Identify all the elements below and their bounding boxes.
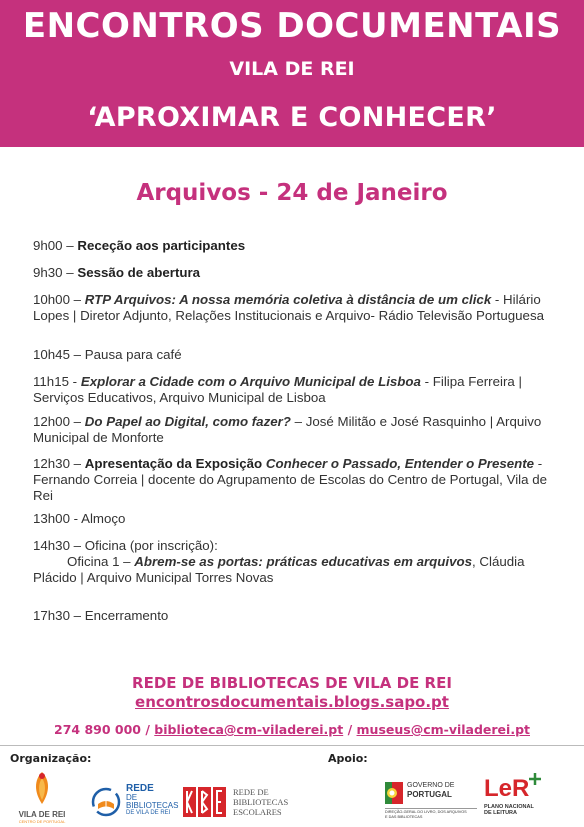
item-time: 9h00 –	[33, 238, 74, 253]
program-item	[33, 456, 555, 504]
footer-network	[0, 674, 584, 712]
workshop-speaker: , Cláudia Plácido | Arquivo Municipal Torres Novas	[33, 554, 525, 585]
event-location: VILA DE REI	[229, 58, 355, 80]
program-item	[33, 374, 555, 406]
program-item	[33, 538, 555, 586]
email-museus-link[interactable]: museus@cm-viladerei.pt	[356, 722, 530, 737]
portugal-flag-shield-icon	[385, 782, 403, 804]
item-title: Pausa para café	[84, 347, 182, 362]
governo-portugal-logo	[385, 780, 480, 820]
gov-line1: GOVERNO DE	[407, 782, 455, 789]
vila-de-rei-logo	[12, 770, 72, 825]
book-circle-icon	[90, 786, 122, 818]
rede-vr-line1: REDE	[126, 783, 154, 794]
vila-de-rei-emblem-icon	[12, 770, 72, 806]
item-time: 10h00 –	[33, 292, 82, 307]
item-speaker: - Filipa Ferreira | Serviços Educativos, Arquivo Municipal de Lisboa	[33, 374, 522, 405]
header-banner	[0, 0, 584, 147]
plus-icon	[528, 772, 542, 786]
gov-line2: PORTUGAL	[407, 790, 452, 799]
footer-contacts	[0, 722, 584, 737]
ler-line2: DE LEITURA	[484, 810, 517, 816]
footer-divider	[0, 745, 584, 746]
rede-vr-line3: BIBLIOTECAS	[126, 801, 179, 810]
separator: /	[347, 722, 353, 737]
program-item	[33, 511, 555, 527]
item-speaker: - Fernando Correia | docente do Agrupamento de Escolas do Centro de Portugal, Vila de Rei	[33, 456, 547, 503]
item-time: 11h15 -	[33, 374, 78, 389]
item-title: Encerramento	[84, 608, 169, 623]
workshop-title: Abrem-se as portas: práticas educativas em arquivos	[134, 554, 473, 569]
item-speaker: - Hilário Lopes | Diretor Adjunto, Relações Institucionais e Arquivo- Rádio Televisão Portuguesa	[33, 292, 545, 323]
item-time: 10h45 –	[33, 347, 82, 362]
phone-number: 274 890 000	[54, 722, 141, 737]
item-time: 12h30 –	[33, 456, 82, 471]
item-time: 9h30 –	[33, 265, 74, 280]
program-item	[33, 608, 555, 624]
gov-line4: E DAS BIBLIOTECAS	[385, 815, 423, 819]
item-time: 12h00 –	[33, 414, 82, 429]
blog-link[interactable]: encontrosdocumentais.blogs.sapo.pt	[135, 693, 449, 711]
program-item	[33, 265, 555, 281]
item-speaker: – José Militão e José Rasquinho | Arquivo Municipal de Monforte	[33, 414, 542, 445]
ler-line1: PLANO NACIONAL	[484, 804, 534, 810]
ler-wordmark: LeR	[484, 775, 530, 802]
program-item	[33, 238, 555, 254]
gov-divider	[385, 808, 477, 809]
item-time: 14h30 –	[33, 538, 82, 553]
section-title: Arquivos - 24 de Janeiro	[136, 180, 448, 206]
organization-label: Organização:	[10, 752, 92, 765]
item-title: Sessão de abertura	[77, 265, 201, 280]
item-title: Oficina (por inscrição):	[84, 538, 218, 553]
exhibition-title: Conhecer o Passado, Entender o Presente	[265, 456, 535, 471]
program-item	[33, 414, 555, 446]
program-item	[33, 292, 555, 324]
workshop-entry	[33, 554, 555, 586]
event-tagline: ‘APROXIMAR E CONHECER’	[87, 102, 497, 133]
item-title: Receção aos participantes	[77, 238, 246, 253]
email-biblioteca-link[interactable]: biblioteca@cm-viladerei.pt	[154, 722, 344, 737]
rbe-line3: ESCOLARES	[233, 807, 282, 817]
rede-vr-line4: DE VILA DE REI	[126, 810, 171, 816]
vila-de-rei-logo-text: VILA DE REI	[18, 810, 66, 819]
item-title: Do Papel ao Digital, como fazer?	[84, 414, 291, 429]
rbe-mark-icon	[183, 787, 227, 817]
item-time: 13h00 -	[33, 511, 79, 526]
item-title: RTP Arquivos: A nossa memória coletiva à distância de um click	[84, 292, 492, 307]
item-time: 17h30 –	[33, 608, 82, 623]
event-title: ENCONTROS DOCUMENTAIS	[22, 6, 562, 46]
support-label: Apoio:	[328, 752, 368, 765]
network-name: REDE DE BIBLIOTECAS DE VILA DE REI	[132, 674, 452, 692]
rede-bibliotecas-vila-de-rei-logo	[90, 784, 180, 820]
item-title: Almoço	[81, 511, 126, 526]
item-title: Apresentação da Exposição	[84, 456, 263, 471]
item-title: Explorar a Cidade com o Arquivo Municipal de Lisboa	[80, 374, 421, 389]
rede-vr-line2: DE	[126, 793, 138, 802]
vila-de-rei-logo-tag: CENTRO DE PORTUGAL	[18, 819, 66, 824]
rbe-line2: BIBLIOTECAS	[233, 797, 289, 807]
plano-nacional-leitura-logo	[484, 772, 544, 822]
program-item	[33, 347, 555, 363]
gov-line3: DIREÇÃO-GERAL DO LIVRO, DOS ARQUIVOS	[385, 810, 467, 814]
separator: /	[145, 722, 150, 737]
rbe-line1: REDE DE	[233, 787, 269, 797]
rbe-logo	[183, 787, 293, 819]
workshop-label: Oficina 1 –	[67, 554, 131, 569]
